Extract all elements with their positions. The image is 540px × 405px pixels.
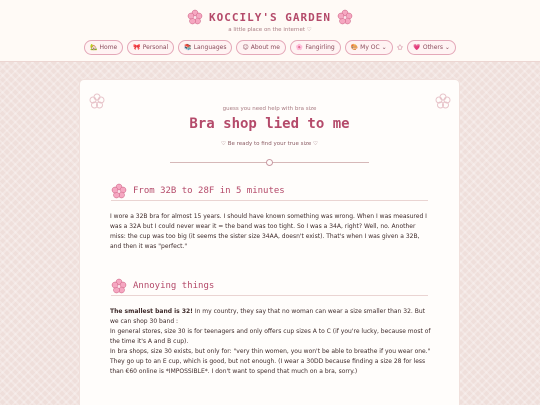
article-kicker: guess you need help with bra size — [222, 106, 317, 112]
bold-lead: The smallest band is 32! — [110, 308, 193, 315]
nav-personal[interactable] — [127, 40, 174, 55]
nav-fangirling[interactable] — [290, 40, 341, 55]
house-icon: 🏡 — [90, 43, 98, 51]
paragraph-text — [110, 307, 432, 327]
nav-label: Personal — [142, 43, 169, 51]
lead-rest: In my country, they say that no woman can wear a size smaller than 32. But we can shop 30 band : — [110, 308, 425, 325]
palette-icon: 🎨 — [350, 43, 359, 51]
paragraph-text: In general stores, size 30 is for teenagers and only offers cup sizes A to C (if you're lucky, because most of the time it's A and B cup). — [110, 328, 431, 345]
nav-my-oc-dropdown[interactable] — [345, 40, 393, 55]
nav-languages[interactable] — [178, 40, 232, 55]
blossom-icon: 🌸 — [295, 43, 304, 51]
sakura-flower-icon — [111, 278, 127, 294]
nav-label: Others ⌄ — [422, 43, 450, 51]
section-title: From 32B to 28F in 5 minutes — [133, 185, 285, 196]
paragraph-text: In bra shops, size 30 exists, but only for: "very thin women, you won't be able to breathe if you wear one." They go up to an E cup, which is good, but not enough. (I wear a 30DD because finding a size 28 for less than €60 online is *IMPOSSIBLE*. I don't want to spend that much on a bra, sorry.) — [110, 348, 431, 375]
site-tagline: a little place on the internet ♡ — [228, 27, 312, 33]
article-title: Bra shop lied to me — [189, 116, 350, 132]
main-nav — [0, 39, 540, 55]
nav-label: Languages — [193, 43, 227, 51]
section-paragraph — [110, 307, 432, 377]
nav-label: Home — [99, 43, 118, 51]
smile-icon: 😊 — [242, 43, 249, 51]
heart-icon: 💗 — [413, 43, 421, 51]
site-header — [0, 0, 540, 62]
sakura-flower-icon — [187, 9, 203, 25]
site-brand[interactable] — [0, 8, 540, 26]
article-subtitle: ♡ Be ready to find your true size ♡ — [221, 141, 318, 147]
ribbon-icon: 🎀 — [133, 43, 141, 51]
divider-ornament — [266, 159, 273, 166]
sakura-flower-icon — [111, 183, 127, 199]
nav-label: My OC ⌄ — [360, 43, 387, 51]
star-icon: ✩ — [396, 42, 404, 52]
nav-label: Fangirling — [305, 43, 335, 51]
nav-home[interactable] — [84, 40, 123, 55]
site-title: KOCCILY'S GARDEN — [209, 10, 331, 24]
nav-about-me[interactable] — [236, 40, 285, 55]
section-heading — [111, 181, 428, 201]
section-title: Annoying things — [133, 280, 215, 291]
section-paragraph — [110, 212, 432, 252]
paragraph-text: I wore a 32B bra for almost 15 years. I should have known something was wrong. When I was measured I was a 32A but I could never wear it = the band was too tight. So I was a 34A, right? Well, no. Another miss: the cup was too big (it seems the sister size 34AA, doesn't exist). That's when I was given a 32B, and then it was "perfect." — [110, 213, 427, 250]
nav-label: About me — [250, 43, 280, 51]
section-heading — [111, 276, 428, 296]
books-icon: 📚 — [184, 43, 192, 51]
nav-others-dropdown[interactable] — [407, 40, 456, 55]
article-card — [80, 80, 459, 405]
sakura-flower-icon — [337, 9, 353, 25]
